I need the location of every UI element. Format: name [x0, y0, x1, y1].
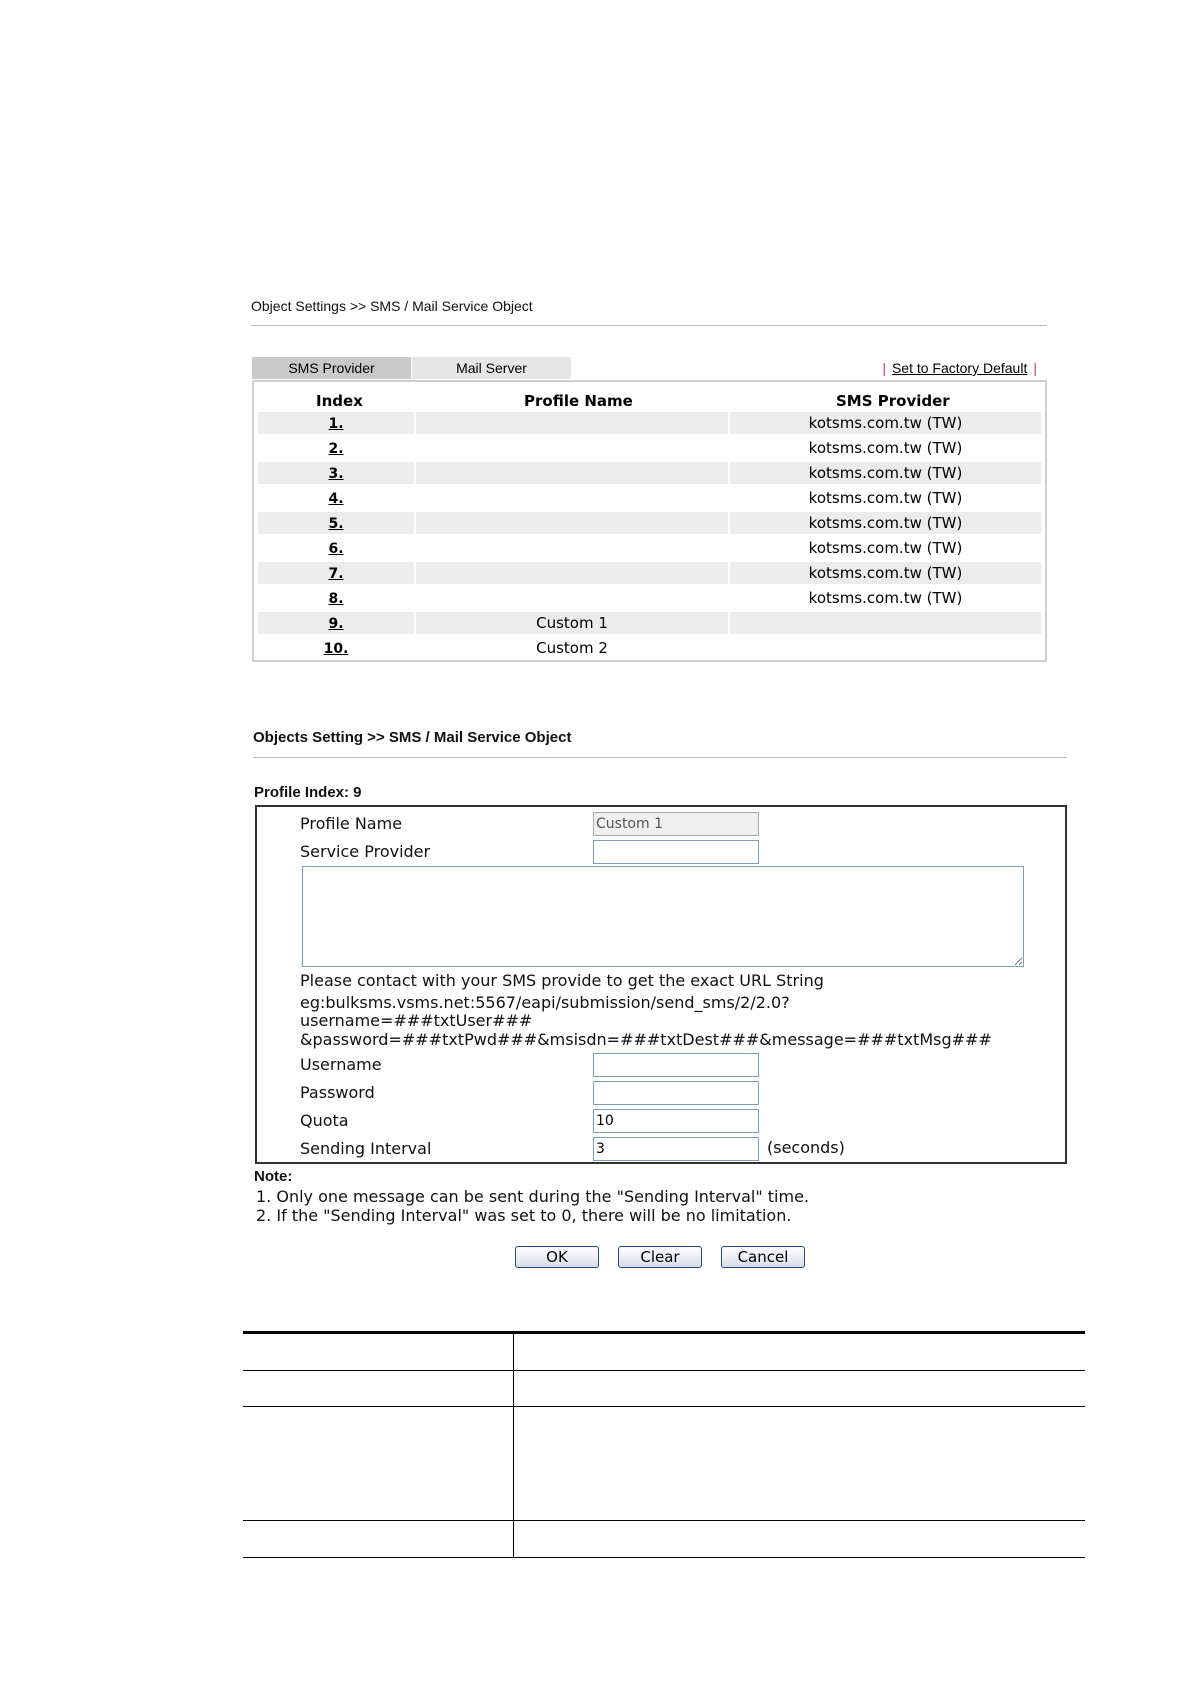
- password-label: Password: [300, 1083, 375, 1102]
- help-line-2: eg:bulksms.vsms.net:5567/eapi/submission/send_sms/2/2.0?: [300, 993, 790, 1012]
- ok-button[interactable]: OK: [515, 1246, 599, 1268]
- form-breadcrumb: Objects Setting >> SMS / Mail Service Object: [253, 729, 572, 746]
- doc-table-column-divider: [513, 1333, 514, 1558]
- clear-button[interactable]: Clear: [618, 1246, 702, 1268]
- table-row: [258, 562, 1041, 584]
- index-cell: [258, 512, 414, 534]
- profile-index-link[interactable]: 10.: [323, 641, 349, 657]
- url-string-textarea[interactable]: [302, 866, 1024, 967]
- form-breadcrumb-divider: [253, 757, 1067, 758]
- username-label: Username: [300, 1055, 382, 1074]
- index-cell: [258, 412, 414, 434]
- doc-table-rule-3: [243, 1520, 1085, 1521]
- sms-provider-cell: [730, 637, 1041, 659]
- sms-provider-cell: kotsms.com.tw (TW): [808, 589, 963, 607]
- profile-name-cell: [416, 462, 728, 484]
- profile-index-link[interactable]: 3.: [328, 466, 344, 482]
- tab-sms-provider[interactable]: SMS Provider: [252, 357, 411, 379]
- profile-name-cell: Custom 2: [536, 639, 608, 657]
- sms-provider-cell: kotsms.com.tw (TW): [808, 539, 963, 557]
- column-header-sms-provider: SMS Provider: [836, 392, 950, 410]
- index-cell: [258, 487, 414, 509]
- profile-index-link[interactable]: 6.: [328, 541, 344, 557]
- index-cell: [258, 462, 414, 484]
- help-line-4: &password=###txtPwd###&msisdn=###txtDest###&message=###txtMsg###: [300, 1030, 992, 1049]
- table-row: [258, 587, 1041, 609]
- profile-index-link[interactable]: 7.: [328, 566, 344, 582]
- sms-provider-cell: kotsms.com.tw (TW): [730, 512, 1041, 534]
- table-row: [258, 487, 1041, 509]
- note-line-1: 1. Only one message can be sent during the "Sending Interval" time.: [256, 1187, 810, 1206]
- profile-name-cell: [416, 487, 728, 509]
- profile-list-table: [252, 380, 1047, 662]
- profile-index-link[interactable]: 4.: [328, 491, 344, 507]
- profile-name-input[interactable]: [593, 812, 759, 836]
- sms-provider-cell: kotsms.com.tw (TW): [730, 562, 1041, 584]
- index-cell: [258, 637, 414, 659]
- note-title: Note:: [254, 1168, 293, 1185]
- doc-table-top-rule: [243, 1331, 1085, 1334]
- username-input[interactable]: [593, 1053, 759, 1077]
- profile-index-link[interactable]: 8.: [328, 591, 344, 607]
- profile-name-cell: Custom 1: [416, 612, 728, 634]
- index-cell: [258, 587, 414, 609]
- set-factory-default-link[interactable]: Set to Factory Default: [891, 360, 1028, 376]
- cancel-button[interactable]: Cancel: [721, 1246, 805, 1268]
- table-row: [258, 437, 1041, 459]
- column-header-index: Index: [316, 392, 363, 410]
- profile-index-title: Profile Index: 9: [254, 784, 362, 801]
- quota-label: Quota: [300, 1111, 349, 1130]
- column-header-profile-name: Profile Name: [524, 392, 633, 410]
- doc-table-rule-2: [243, 1406, 1085, 1407]
- index-cell: [258, 612, 414, 634]
- separator-right: |: [1033, 360, 1037, 376]
- sms-provider-cell: kotsms.com.tw (TW): [808, 439, 963, 457]
- quota-input[interactable]: [593, 1109, 759, 1133]
- table-row: [258, 537, 1041, 559]
- index-cell: [258, 537, 414, 559]
- service-provider-label: Service Provider: [300, 842, 431, 861]
- profile-index-link[interactable]: 5.: [328, 516, 344, 532]
- list-breadcrumb-divider: [251, 325, 1047, 326]
- profile-index-link[interactable]: 2.: [328, 441, 344, 457]
- help-line-3: username=###txtUser###: [300, 1011, 533, 1030]
- sending-interval-unit: (seconds): [767, 1138, 845, 1157]
- tab-mail-server[interactable]: Mail Server: [412, 357, 571, 379]
- profile-index-link[interactable]: 1.: [328, 416, 344, 432]
- factory-default-bar: [876, 360, 1037, 376]
- separator-left: |: [882, 360, 886, 376]
- table-row: [258, 512, 1041, 534]
- service-provider-input[interactable]: [593, 840, 759, 864]
- profile-name-cell: [416, 512, 728, 534]
- profile-name-cell: [416, 537, 728, 559]
- note-line-2: 2. If the "Sending Interval" was set to 0, there will be no limitation.: [256, 1206, 792, 1225]
- profile-name-label: Profile Name: [300, 814, 403, 833]
- sms-provider-cell: kotsms.com.tw (TW): [730, 412, 1041, 434]
- sms-provider-cell: kotsms.com.tw (TW): [808, 489, 963, 507]
- index-cell: [258, 562, 414, 584]
- table-row: [258, 412, 1041, 434]
- doc-table-bottom-rule: [243, 1557, 1085, 1558]
- sms-provider-cell: kotsms.com.tw (TW): [730, 462, 1041, 484]
- sending-interval-input[interactable]: [593, 1137, 759, 1161]
- table-row: [258, 612, 1041, 634]
- help-line-1: Please contact with your SMS provide to get the exact URL String: [300, 971, 824, 990]
- profile-name-cell: [416, 412, 728, 434]
- doc-table-rule-1: [243, 1370, 1085, 1371]
- sms-provider-cell: [730, 612, 1041, 634]
- table-row: [258, 462, 1041, 484]
- profile-index-link[interactable]: 9.: [328, 616, 344, 632]
- index-cell: [258, 437, 414, 459]
- table-row: [258, 637, 1041, 659]
- profile-form: [255, 805, 1067, 1164]
- list-breadcrumb: Object Settings >> SMS / Mail Service Object: [251, 298, 533, 314]
- profile-name-cell: [416, 587, 728, 609]
- profile-name-cell: [416, 437, 728, 459]
- profile-name-cell: [416, 562, 728, 584]
- sending-interval-label: Sending Interval: [300, 1139, 432, 1158]
- password-input[interactable]: [593, 1081, 759, 1105]
